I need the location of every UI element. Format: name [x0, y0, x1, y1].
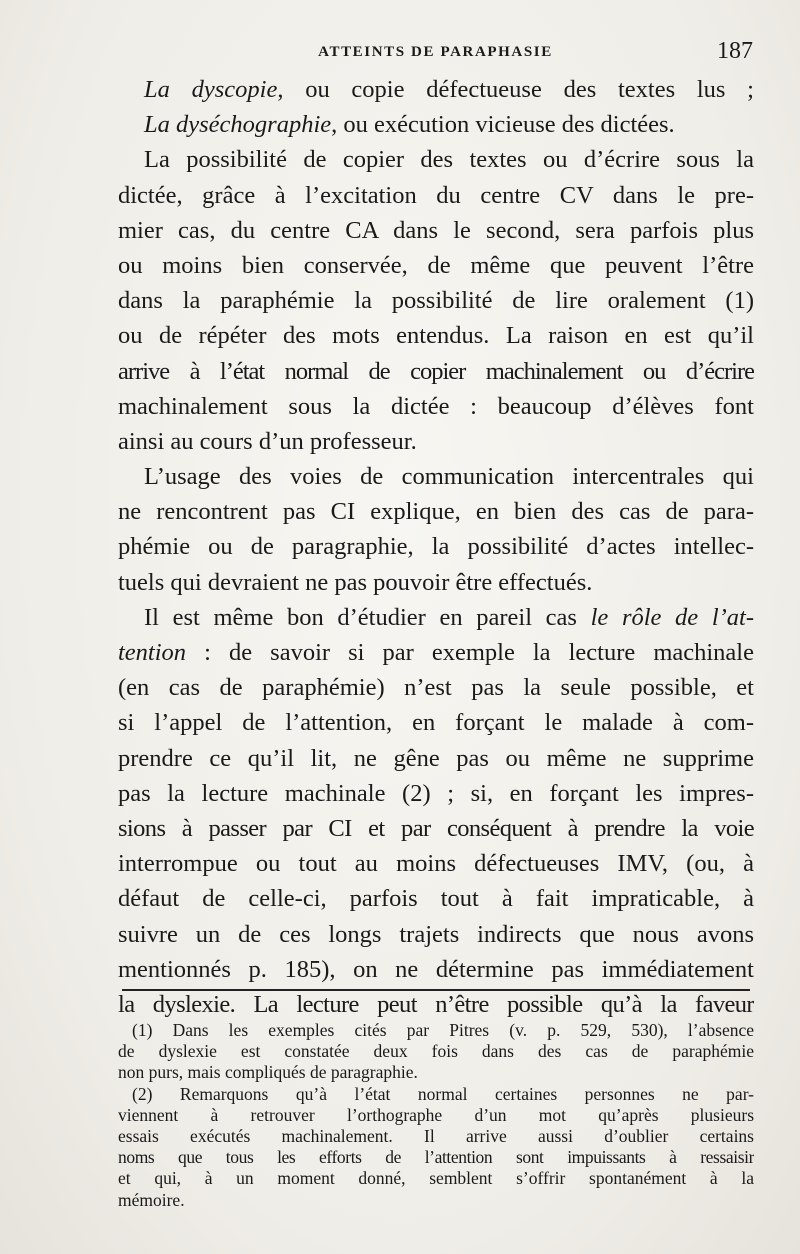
text-line: dictée, grâce à l’excitation du centre CV dans le pre-: [118, 181, 754, 209]
footnote-line: (1) Dans les exemples cités par Pitres (v. p. 529, 530), l’absence: [132, 1020, 754, 1040]
text-line: si l’appel de l’attention, en forçant le malade à com-: [118, 709, 754, 737]
page-number: 187: [717, 38, 753, 64]
text-line: défaut de celle-ci, parfois tout à fait impraticable, à: [118, 885, 754, 913]
text-line: ou de répéter des mots entendus. La raison en est qu’il: [118, 322, 754, 350]
text-line: mier cas, du centre CA dans le second, sera parfois plus: [118, 216, 754, 244]
text-line: arrive à l’état normal de copier machinalement ou d’écrire: [118, 357, 754, 385]
text-line: ne rencontrent pas CI explique, en bien des cas de para-: [118, 498, 754, 526]
text-line: phémie ou de paragraphie, la possibilité d’actes intellec-: [118, 533, 754, 561]
text-line: tuels qui devraient ne pas pouvoir être effectués.: [118, 568, 593, 596]
italic-term: La dyscopie: [144, 76, 278, 103]
text-line: suivre un de ces longs trajets indirects que nous avons: [118, 920, 754, 948]
text-line: sions à passer par CI et par conséquent à prendre la voie: [118, 814, 754, 842]
footnote-line: non purs, mais compliqués de paragraphie.: [118, 1062, 418, 1083]
text-line: ainsi au cours d’un professeur.: [118, 427, 417, 455]
text-line: dans la paraphémie la possibilité de lire oralement (1): [118, 287, 754, 315]
text-line: La dyscopie, ou copie défectueuse des textes lus ;: [144, 76, 754, 103]
text-line: prendre ce qu’il lit, ne gêne pas ou même ne supprime: [118, 744, 754, 772]
text-line: (en cas de paraphémie) n’est pas la seule possible, et: [118, 674, 754, 702]
running-title: ATTEINTS DE PARAPHASIE: [318, 44, 553, 60]
text-line: la dyslexie. La lecture peut n’être possible qu’à la faveur: [118, 990, 754, 1018]
text-line: machinalement sous la dictée : beaucoup d’élèves font: [118, 392, 754, 420]
body-text: [118, 72, 754, 1022]
text-line: mentionnés p. 185), on ne détermine pas immédiatement: [118, 955, 754, 983]
footnote-line: viennent à retrouver l’orthographe d’un mot qu’après plusieurs: [118, 1104, 754, 1125]
text-line: pas la lecture machinale (2) ; si, en forçant les impres-: [118, 779, 754, 807]
italic-term: La dyséchographie: [144, 111, 332, 139]
footnote-line: de dyslexie est constatée deux fois dans des cas de paraphémie: [118, 1041, 754, 1062]
footnote-line: et qui, à un moment donné, semblent s’offrir spontanément à la: [118, 1168, 754, 1189]
text-line: Il est même bon d’étudier en pareil cas le rôle de l’at-: [144, 603, 754, 631]
text-line: interrompue ou tout au moins défectueuses IMV, (ou, à: [118, 850, 754, 878]
footnote-line: essais exécutés machinalement. Il arrive aussi d’oublier certains: [118, 1125, 754, 1146]
text-line: ou moins bien conservée, de même que peuvent l’être: [118, 251, 754, 279]
footnote-divider: [122, 989, 750, 991]
footnotes: [118, 1020, 754, 1211]
italic-term: tention: [118, 639, 187, 666]
text-line: L’usage des voies de communication intercentrales qui: [144, 463, 754, 491]
text-line: tention : de savoir si par exemple la lecture machinale: [118, 639, 754, 666]
text-line: La dyséchographie, ou exécution vicieuse des dictées.: [144, 111, 675, 139]
text-line: La possibilité de copier des textes ou d’écrire sous la: [144, 146, 754, 174]
page-header: [118, 38, 753, 74]
footnote-line: mémoire.: [118, 1189, 185, 1210]
footnote-line: (2) Remarquons qu’à l’état normal certaines personnes ne par-: [132, 1083, 754, 1104]
footnote-line: noms que tous les efforts de l’attention sont impuissants à ressaisir: [118, 1147, 754, 1168]
italic-term: le rôle de l’at-: [590, 603, 754, 631]
